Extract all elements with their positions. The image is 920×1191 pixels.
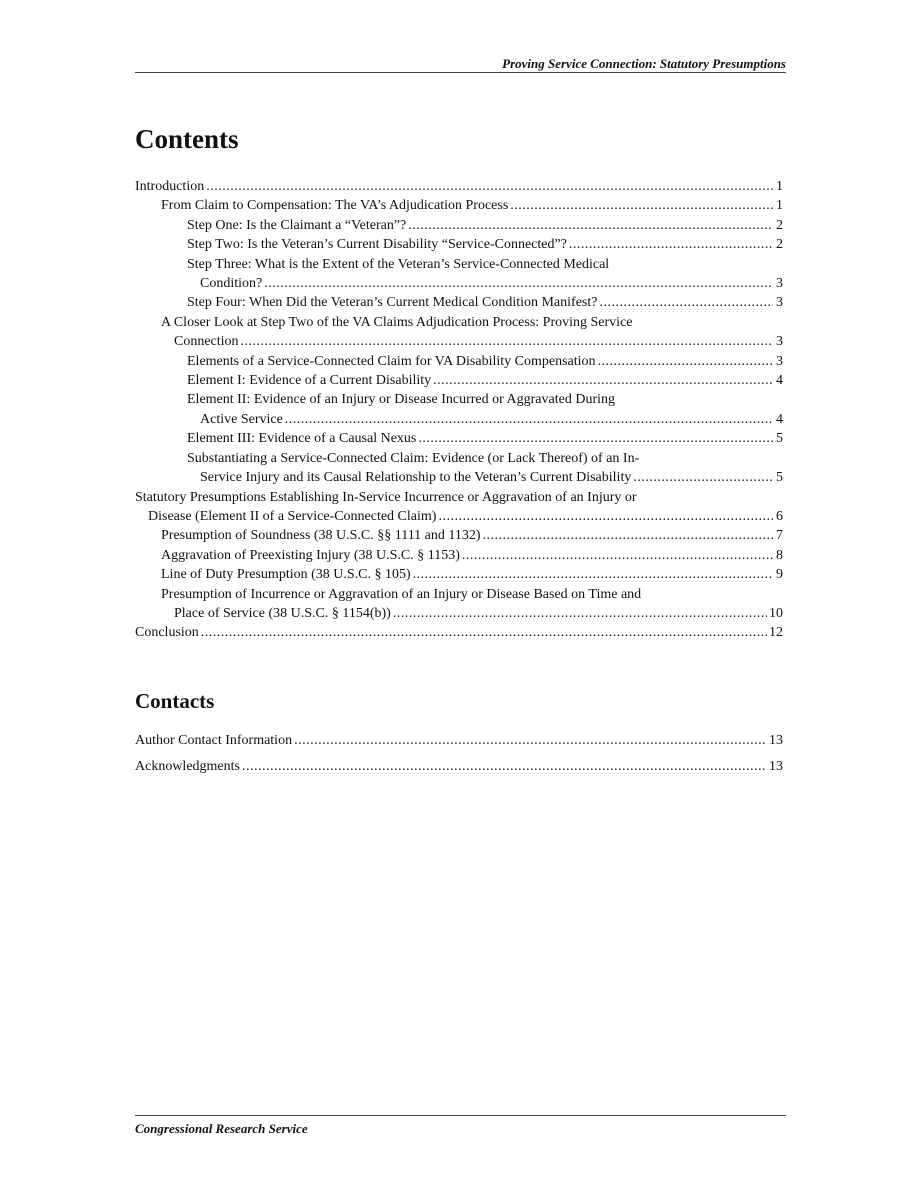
toc-entry-text: Author Contact Information — [135, 733, 293, 748]
toc-entry-text: Step Three: What is the Extent of the Veteran’s Service-Connected Medical — [187, 256, 610, 272]
footer-rule — [135, 1115, 786, 1116]
toc-page-number: 1 — [776, 179, 783, 194]
toc-entry[interactable] — [135, 449, 783, 488]
toc-page-number: 5 — [776, 470, 783, 486]
toc-entry-text: Conclusion — [135, 625, 199, 641]
toc-page-number: 9 — [776, 567, 783, 583]
toc-entry[interactable] — [135, 488, 783, 527]
toc-entry-text: Substantiating a Service-Connected Claim: Evidence (or Lack Thereof) of an In- — [187, 450, 640, 466]
toc-entry[interactable] — [135, 623, 783, 642]
toc-entry[interactable] — [135, 429, 783, 448]
footer-publisher: Congressional Research Service — [135, 1121, 308, 1136]
toc-leader-dots — [264, 274, 773, 293]
table-of-contents — [135, 177, 783, 643]
toc-leader-dots — [241, 332, 773, 351]
toc-leader-dots — [285, 410, 773, 429]
toc-entry-text: Presumption of Incurrence or Aggravation of an Injury or Disease Based on Time and — [161, 586, 642, 602]
toc-leader-dots — [294, 728, 767, 754]
toc-page-number: 3 — [776, 276, 783, 292]
toc-leader-dots — [433, 371, 773, 390]
toc-entry[interactable] — [135, 313, 783, 352]
toc-entry-text: Line of Duty Presumption (38 U.S.C. § 105) — [161, 567, 411, 583]
toc-entry-text: Active Service — [200, 411, 283, 427]
toc-entry-text: Disease (Element II of a Service-Connected Claim) — [148, 508, 437, 524]
toc-leader-dots — [569, 235, 773, 254]
toc-entry[interactable] — [135, 728, 783, 754]
toc-entry[interactable] — [135, 390, 783, 429]
toc-entry-text: A Closer Look at Step Two of the VA Claims Adjudication Process: Proving Service — [161, 314, 633, 330]
contents-heading: Contents — [135, 124, 239, 154]
toc-entry-text: Place of Service (38 U.S.C. § 1154(b)) — [174, 605, 391, 621]
toc-leader-dots — [510, 196, 773, 215]
toc-page-number: 10 — [769, 605, 783, 621]
toc-entry[interactable] — [135, 754, 783, 780]
toc-entry[interactable] — [135, 216, 783, 235]
toc-entry-text: Introduction — [135, 179, 205, 194]
toc-entry[interactable] — [135, 196, 783, 215]
toc-page-number: 3 — [776, 334, 783, 350]
toc-page-number: 5 — [776, 431, 783, 447]
running-header-title: Proving Service Connection: Statutory Presumptions — [502, 56, 786, 71]
toc-leader-dots — [633, 468, 773, 487]
contacts-heading: Contacts — [135, 689, 215, 713]
toc-entry[interactable] — [135, 526, 783, 545]
toc-entry-text: Element III: Evidence of a Causal Nexus — [187, 431, 417, 447]
toc-page-number: 2 — [776, 217, 783, 233]
toc-entry-text: Statutory Presumptions Establishing In-Service Incurrence or Aggravation of an Injury or — [135, 489, 637, 505]
toc-entry-text: Connection — [174, 334, 239, 350]
toc-entry-text: Acknowledgments — [135, 759, 240, 774]
toc-entry[interactable] — [135, 565, 783, 584]
toc-entry-text: Step Four: When Did the Veteran’s Current Medical Condition Manifest? — [187, 295, 598, 311]
header-rule — [135, 72, 786, 73]
toc-leader-dots — [393, 604, 767, 623]
toc-entry[interactable] — [135, 371, 783, 390]
toc-page-number: 12 — [769, 625, 783, 641]
toc-entry-text: From Claim to Compensation: The VA’s Adjudication Process — [161, 198, 509, 214]
toc-page-number: 4 — [776, 411, 783, 427]
toc-leader-dots — [438, 507, 773, 526]
toc-entry[interactable] — [135, 255, 783, 294]
toc-entry[interactable] — [135, 585, 783, 624]
toc-page-number: 8 — [776, 547, 783, 563]
toc-page-number: 7 — [776, 528, 783, 544]
toc-leader-dots — [413, 565, 773, 584]
toc-entry-text: Step Two: Is the Veteran’s Current Disability “Service-Connected”? — [187, 237, 567, 253]
contacts-list — [135, 728, 783, 780]
toc-page-number: 13 — [769, 733, 783, 748]
toc-page-number: 1 — [776, 198, 783, 214]
toc-entry[interactable] — [135, 293, 783, 312]
toc-page-number: 2 — [776, 237, 783, 253]
toc-leader-dots — [206, 177, 773, 196]
toc-entry[interactable] — [135, 235, 783, 254]
toc-page-number: 6 — [776, 508, 783, 524]
toc-entry[interactable] — [135, 546, 783, 565]
toc-leader-dots — [599, 293, 773, 312]
toc-entry-text: Service Injury and its Causal Relationship to the Veteran’s Current Disability — [200, 470, 632, 486]
toc-page-number: 4 — [776, 373, 783, 389]
toc-entry-text: Element I: Evidence of a Current Disability — [187, 373, 432, 389]
toc-entry[interactable] — [135, 177, 783, 196]
toc-entry-text: Element II: Evidence of an Injury or Disease Incurred or Aggravated During — [187, 392, 616, 408]
toc-entry-text: Condition? — [200, 276, 263, 292]
toc-leader-dots — [462, 546, 773, 565]
toc-entry-text: Aggravation of Preexisting Injury (38 U.S.C. § 1153) — [161, 547, 460, 563]
toc-leader-dots — [483, 526, 773, 545]
toc-leader-dots — [408, 216, 773, 235]
toc-entry-text: Step One: Is the Claimant a “Veteran”? — [187, 217, 407, 233]
toc-entry-text: Presumption of Soundness (38 U.S.C. §§ 1111 and 1132) — [161, 528, 481, 544]
toc-leader-dots — [598, 352, 773, 371]
toc-page-number: 3 — [776, 353, 783, 369]
toc-leader-dots — [242, 754, 767, 780]
toc-entry[interactable] — [135, 352, 783, 371]
toc-entry-text: Elements of a Service-Connected Claim for VA Disability Compensation — [187, 353, 596, 369]
toc-page-number: 3 — [776, 295, 783, 311]
toc-leader-dots — [418, 429, 773, 448]
toc-page-number: 13 — [769, 759, 783, 774]
toc-leader-dots — [201, 623, 767, 642]
